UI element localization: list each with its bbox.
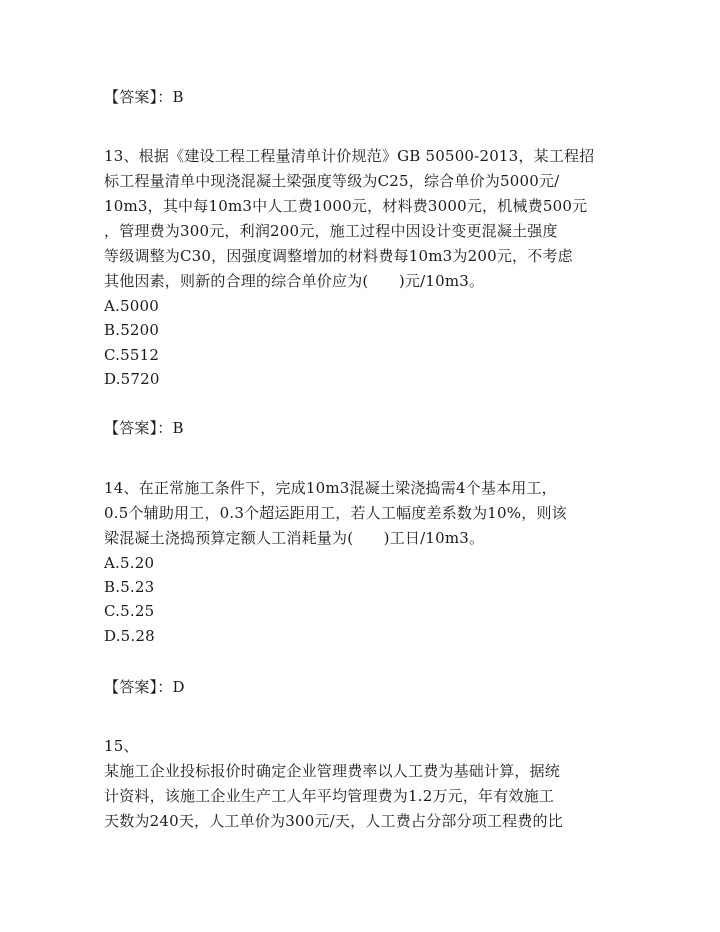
answer-label: 【答案】：B [104, 419, 184, 437]
option-b: B.5.23 [104, 578, 155, 596]
question-13-line: ，管理费为300元，利润200元，施工过程中因设计变更混凝土强度 [104, 222, 558, 240]
question-15-line: 天数为240天，人工单价为300元/天，人工费占分部分项工程费的比 [104, 812, 563, 830]
question-13-line: 标工程量清单中现浇混凝土梁强度等级为C25，综合单价为5000元/ [104, 172, 560, 190]
question-13-line: 13、根据《建设工程工程量清单计价规范》GB 50500-2013，某工程招 [104, 147, 595, 165]
question-15-line: 15、 [104, 737, 139, 755]
option-a: A.5000 [104, 297, 159, 315]
answer-label: 【答案】：B [104, 88, 184, 106]
option-a: A.5.20 [104, 554, 155, 572]
question-15-line: 计资料，该施工企业生产工人年平均管理费为1.2万元，年有效施工 [104, 787, 555, 805]
question-13-line: 其他因素，则新的合理的综合单价应为( )元/10m3。 [104, 272, 485, 290]
option-b: B.5200 [104, 321, 160, 339]
question-13-line: 等级调整为C30，因强度调整增加的材料费每10m3为200元，不考虑 [104, 247, 573, 265]
answer-label: 【答案】：D [104, 678, 185, 696]
question-14-line: 0.5个辅助用工，0.3个超运距用工，若人工幅度差系数为10%，则该 [104, 504, 567, 522]
document-page [104, 0, 624, 932]
option-d: D.5.28 [104, 627, 155, 645]
question-15-line: 某施工企业投标报价时确定企业管理费率以人工费为基础计算，据统 [104, 762, 561, 780]
question-14-line: 14、在正常施工条件下，完成10m3混凝土梁浇捣需4个基本用工， [104, 479, 557, 497]
option-d: D.5720 [104, 370, 160, 388]
question-13-line: 10m3，其中每10m3中人工费1000元，材料费3000元，机械费500元 [104, 197, 588, 215]
option-c: C.5.25 [104, 602, 155, 620]
question-14-line: 梁混凝土浇捣预算定额人工消耗量为( )工日/10m3。 [104, 529, 485, 547]
option-c: C.5512 [104, 346, 160, 364]
